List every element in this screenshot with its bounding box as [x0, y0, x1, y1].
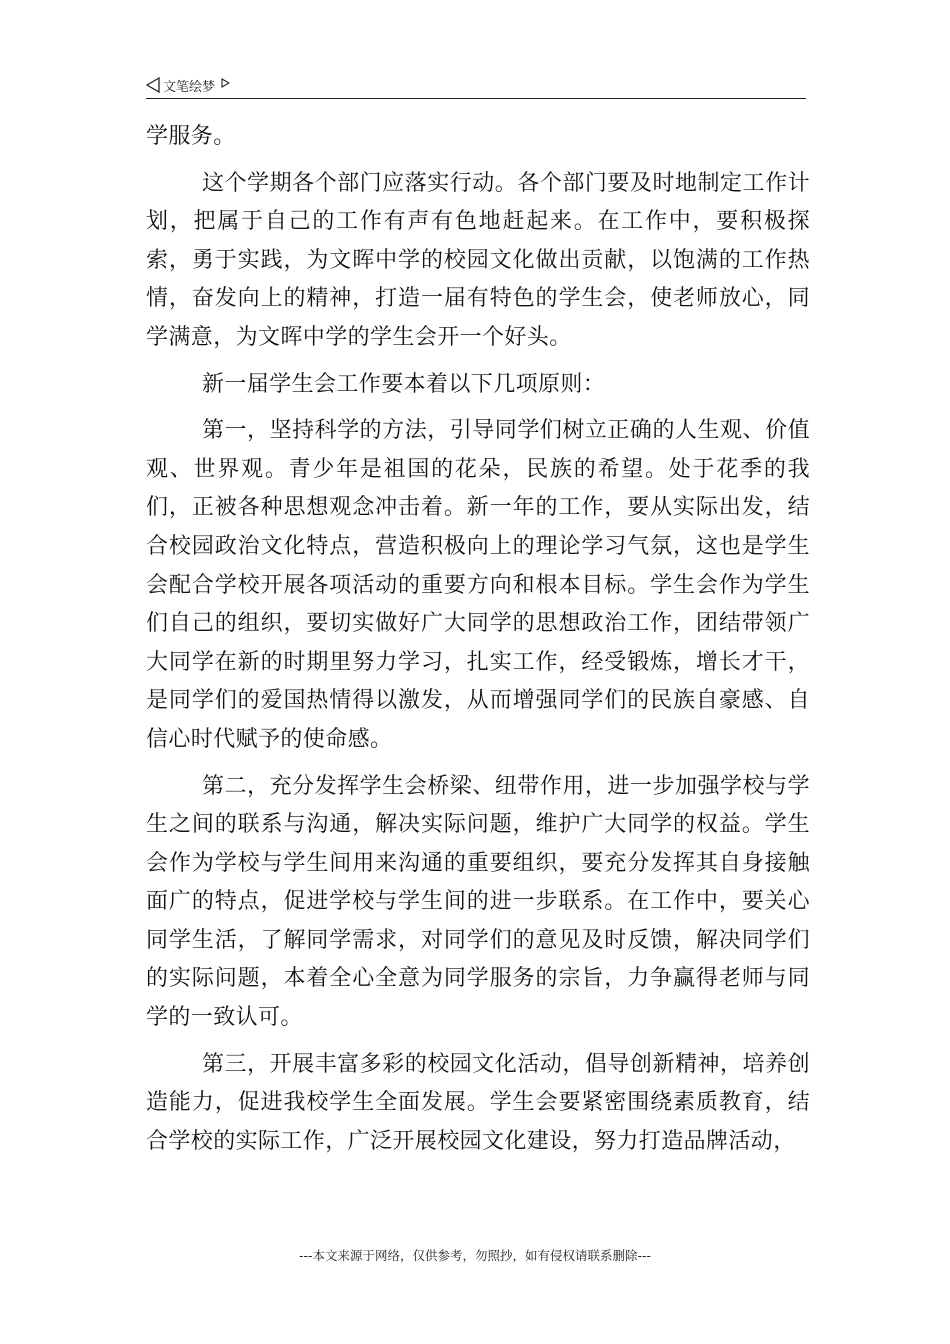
paragraph-principle-two: 第二，充分发挥学生会桥梁、纽带作用，进一步加强学校与学生之间的联系与沟通，解决实际问题，维护广大同学的权益。学生会作为学校与学生间用来沟通的重要组织，要充分发挥其自身接触面广的特点，促进学校与学生间的进一步联系。在工作中，要关心同学生活，了解同学需求，对同学们的意见及时反馈，解决同学们的实际问题，本着全心全意为同学服务的宗旨，力争赢得老师与同学的一致认可。 — [146, 773, 810, 1031]
document-body — [146, 118, 810, 1169]
paragraph-principle-one: 第一，坚持科学的方法，引导同学们树立正确的人生观、价值观、世界观。青少年是祖国的花朵，民族的希望。处于花季的我们，正被各种思想观念冲击着。新一年的工作，要从实际出发，结合校园政治文化特点，营造积极向上的理论学习气氛，这也是学生会配合学校开展各项活动的重要方向和根本目标。学生会作为学生们自己的组织，要切实做好广大同学的思想政治工作，团结带领广大同学在新的时期里努力学习，扎实工作，经受锻炼，增长才干，是同学们的爱国热情得以激发，从而增强同学们的民族自豪感、自信心时代赋予的使命感。 — [146, 418, 810, 752]
paragraph-principles-intro: 新一届学生会工作要本着以下几项原则： — [202, 371, 606, 397]
triangle-left-icon — [146, 77, 160, 93]
triangle-right-icon — [221, 78, 230, 88]
header-brand-text: 文笔绘梦 — [163, 79, 216, 95]
header-brand — [146, 76, 230, 94]
paragraph-department-action: 这个学期各个部门应落实行动。各个部门要及时地制定工作计划，把属于自己的工作有声有色地赶起来。在工作中，要积极探索，勇于实践，为文晖中学的校园文化做出贡献，以饱满的工作热情，奋发向上的精神，打造一届有特色的学生会，使老师放心，同学满意，为文晖中学的学生会开一个好头。 — [146, 170, 810, 350]
paragraph-principle-three: 第三，开展丰富多彩的校园文化活动，倡导创新精神，培养创造能力，促进我校学生全面发展。学生会要紧密围绕素质教育，结合学校的实际工作，广泛开展校园文化建设，努力打造品牌活动， — [146, 1051, 810, 1154]
paragraph-continuation: 学服务。 — [146, 124, 236, 149]
footer-notice: ---本文来源于网络，仅供参考，勿照抄，如有侵权请联系删除--- — [298, 1248, 652, 1263]
page-header — [146, 76, 806, 99]
